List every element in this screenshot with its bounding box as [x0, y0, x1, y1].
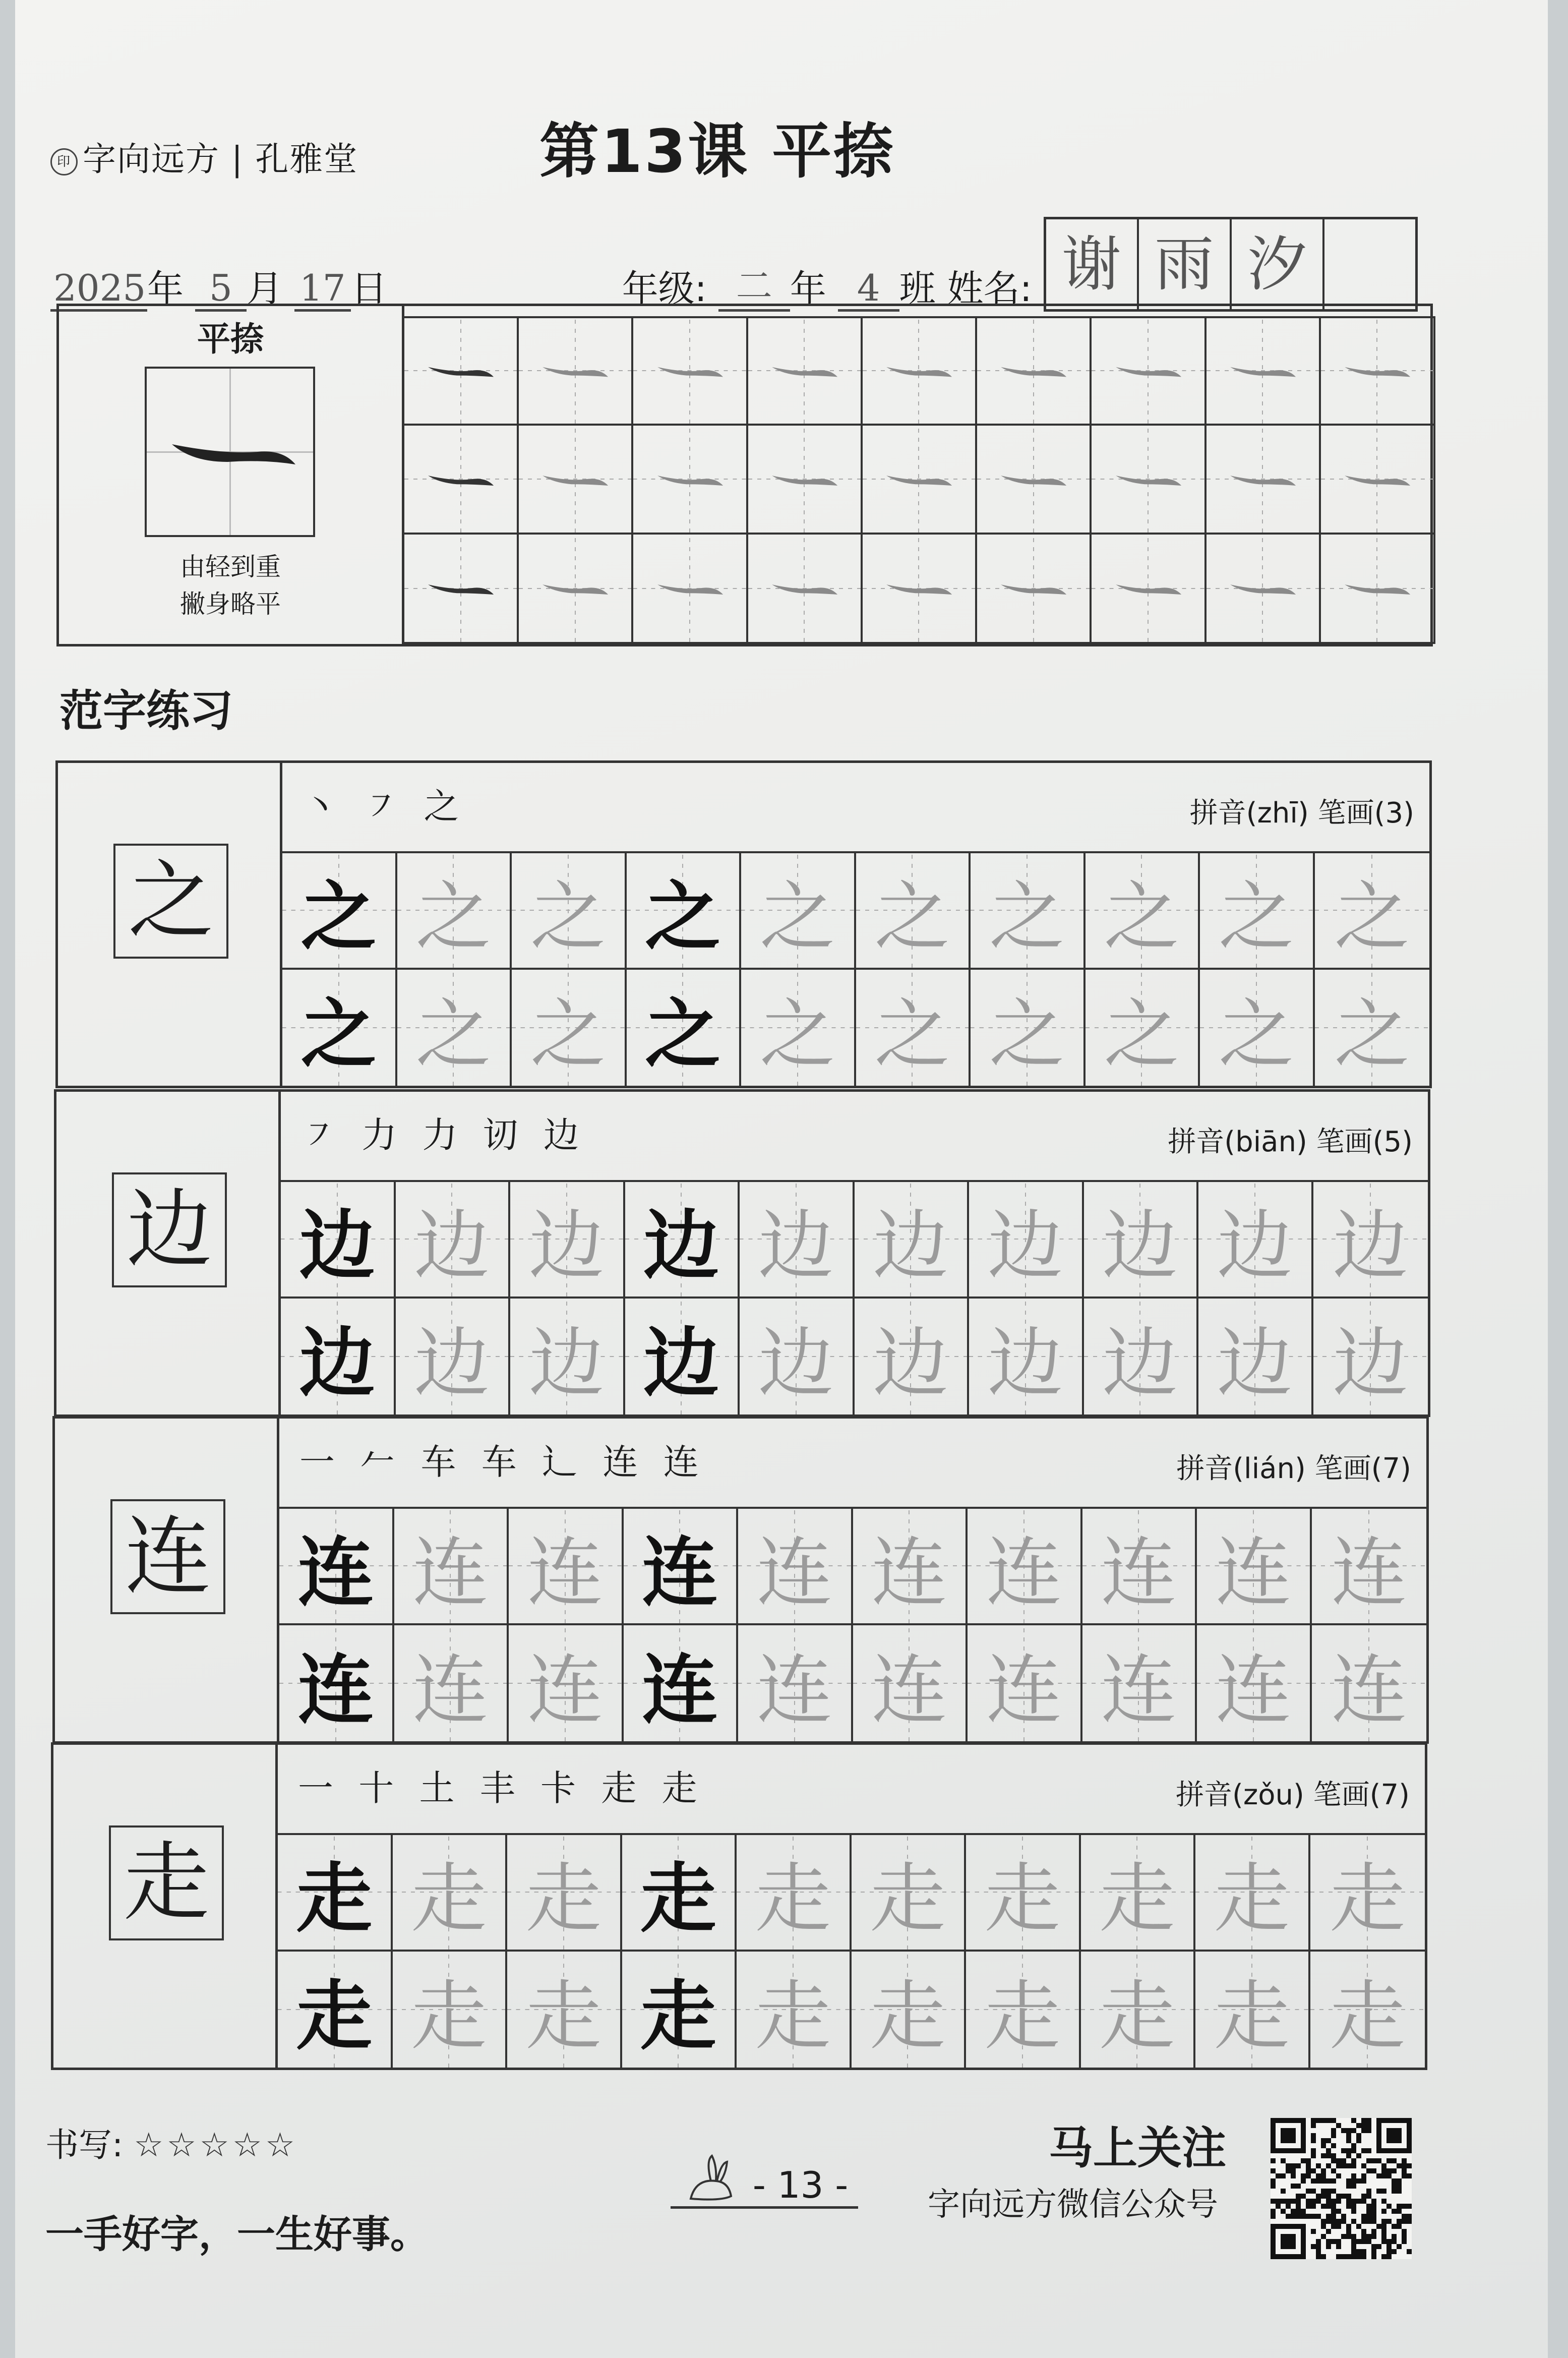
pinyin-label: 拼音 — [1189, 797, 1246, 830]
stroke-cell[interactable] — [748, 535, 863, 644]
practice-cell[interactable]: 边 — [855, 1182, 970, 1299]
practice-cell[interactable]: 边 — [1084, 1182, 1199, 1299]
grade-label: 年级: — [622, 267, 707, 310]
practice-cell[interactable]: 走 — [393, 1835, 508, 1952]
date-year: 2025 — [50, 267, 147, 312]
motto: 一手好字，一生好事。 — [45, 2212, 429, 2257]
stroke-cell[interactable] — [519, 535, 633, 644]
stroke-cell[interactable] — [519, 426, 633, 535]
model-character: 连 — [110, 1499, 225, 1614]
pinyin-value: zǒu — [1243, 1779, 1293, 1811]
pinyin-label: 拼音 — [1175, 1779, 1232, 1811]
stroke-cell[interactable] — [633, 426, 748, 535]
stroke-mark-icon — [1341, 468, 1413, 490]
stroke-desc — [59, 548, 402, 623]
practice-cell[interactable]: 边 — [969, 1182, 1084, 1299]
stroke-cell[interactable] — [633, 316, 748, 426]
practice-cell[interactable]: 边 — [1313, 1299, 1428, 1415]
page-number — [671, 2151, 858, 2209]
practice-cell[interactable]: 连 — [1082, 1625, 1197, 1742]
name-char: 雨 — [1139, 219, 1232, 309]
practice-cell[interactable]: 边 — [510, 1182, 625, 1299]
practice-cell[interactable]: 边 — [396, 1299, 511, 1415]
stroke-mark-icon — [1227, 577, 1299, 599]
practice-cell[interactable]: 走 — [622, 1952, 737, 2068]
stroke-cell[interactable] — [1321, 535, 1435, 644]
stroke-cell[interactable] — [863, 535, 977, 644]
practice-block — [51, 1742, 1427, 2070]
stroke-desc-line2: 撇身略平 — [180, 590, 281, 619]
stroke-cell[interactable] — [977, 426, 1092, 535]
practice-model-cell[interactable]: 边 — [281, 1299, 396, 1415]
practice-cell[interactable]: 之 — [627, 853, 742, 970]
practice-cell[interactable]: 走 — [622, 1835, 737, 1952]
practice-model-cell[interactable]: 之 — [282, 970, 397, 1086]
practice-model-area — [53, 1745, 278, 2068]
follow-subtitle: 字向远方微信公众号 — [928, 2186, 1218, 2223]
practice-cell[interactable]: 之 — [1315, 853, 1430, 970]
practice-cell[interactable]: 走 — [1081, 1835, 1196, 1952]
practice-model-cell[interactable]: 走 — [278, 1952, 393, 2068]
practice-cell[interactable]: 之 — [397, 970, 512, 1086]
strokes-label: 笔画 — [1317, 797, 1374, 830]
practice-cell[interactable]: 边 — [396, 1182, 511, 1299]
practice-cell[interactable]: 走 — [1310, 1835, 1425, 1952]
practice-cell[interactable]: 边 — [1198, 1299, 1313, 1415]
practice-cell[interactable]: 之 — [512, 970, 627, 1086]
grade-suffix: 年 — [790, 267, 826, 310]
practice-cell[interactable]: 之 — [741, 853, 856, 970]
stroke-cell[interactable] — [519, 316, 633, 426]
stroke-sample-icon — [147, 369, 313, 535]
practice-cell[interactable]: 连 — [968, 1509, 1082, 1625]
stroke-cell[interactable] — [1207, 426, 1321, 535]
stroke-cell[interactable] — [977, 535, 1092, 644]
stroke-mark-icon — [654, 468, 726, 490]
practice-cell[interactable]: 边 — [1198, 1182, 1313, 1299]
practice-model-cell[interactable]: 连 — [279, 1509, 394, 1625]
practice-cell[interactable]: 连 — [738, 1625, 853, 1742]
stroke-cell[interactable] — [1321, 316, 1435, 426]
stroke-cell[interactable] — [404, 316, 519, 426]
stroke-mark-icon — [883, 360, 955, 381]
stroke-mark-icon — [1227, 360, 1299, 381]
practice-cell[interactable]: 之 — [856, 853, 971, 970]
practice-cell[interactable]: 边 — [625, 1299, 740, 1415]
stroke-name: 平捺 — [197, 320, 264, 359]
stroke-practice-table — [56, 304, 1433, 646]
stroke-mark-icon — [539, 468, 611, 490]
practice-cell[interactable]: 之 — [1085, 853, 1200, 970]
stroke-mark-icon — [654, 360, 726, 381]
stroke-mark-icon — [1341, 577, 1413, 599]
practice-cell[interactable]: 边 — [1084, 1299, 1199, 1415]
star-rating[interactable]: ☆☆☆☆☆ — [134, 2126, 298, 2164]
practice-cell[interactable]: 之 — [1200, 853, 1315, 970]
practice-cell[interactable]: 之 — [627, 970, 742, 1086]
strokes-value: 7 — [1382, 1452, 1401, 1485]
practice-cell[interactable]: 走 — [852, 1835, 967, 1952]
practice-cell[interactable]: 连 — [1197, 1625, 1312, 1742]
stroke-cell[interactable] — [863, 316, 977, 426]
character-meta: 拼音(zǒu) 笔画(7) — [1175, 1779, 1410, 1811]
stroke-order-row — [278, 1745, 1425, 1835]
stroke-mark-icon — [425, 577, 497, 599]
practice-cell[interactable]: 走 — [1195, 1835, 1310, 1952]
practice-cell[interactable]: 连 — [853, 1509, 968, 1625]
pinyin-label: 拼音 — [1176, 1452, 1233, 1485]
stroke-mark-icon — [1341, 360, 1413, 381]
follow-title: 马上关注 — [1049, 2122, 1227, 2174]
practice-cell[interactable]: 走 — [966, 1835, 1081, 1952]
stroke-cell[interactable] — [1321, 426, 1435, 535]
stroke-mark-icon — [997, 360, 1069, 381]
practice-cell[interactable]: 连 — [1197, 1509, 1312, 1625]
stroke-cell[interactable] — [1092, 535, 1206, 644]
practice-cell[interactable]: 走 — [966, 1952, 1081, 2068]
brand-text: 字向远方 | 孔雅堂 — [83, 140, 358, 179]
practice-cell[interactable]: 之 — [512, 853, 627, 970]
stroke-order: 一 𠂉 车 车 ⻌ 连 连 — [299, 1441, 706, 1483]
practice-cell[interactable]: 之 — [971, 970, 1085, 1086]
practice-cell[interactable]: 连 — [738, 1509, 853, 1625]
stroke-grid — [404, 316, 1435, 644]
practice-cell[interactable]: 连 — [509, 1509, 624, 1625]
rabbit-icon — [681, 2151, 741, 2206]
practice-model-area — [58, 763, 282, 1086]
practice-cell[interactable]: 连 — [509, 1625, 624, 1742]
stroke-cell[interactable] — [977, 316, 1092, 426]
rating — [45, 2118, 298, 2166]
date-grade-name-bar — [50, 217, 1418, 310]
practice-cell[interactable]: 连 — [1312, 1625, 1427, 1742]
pinyin-value: biān — [1235, 1126, 1296, 1158]
date-day: 17 — [294, 267, 351, 312]
stroke-mark-icon — [654, 577, 726, 599]
practice-cell[interactable]: 走 — [737, 1835, 852, 1952]
practice-cell[interactable]: 连 — [624, 1509, 739, 1625]
stroke-mark-icon — [997, 468, 1069, 490]
practice-cell[interactable]: 连 — [624, 1625, 739, 1742]
month-label: 月 — [246, 267, 283, 310]
practice-block — [55, 760, 1432, 1088]
stroke-order-row — [279, 1419, 1426, 1509]
practice-model-cell[interactable]: 走 — [278, 1835, 393, 1952]
pinyin-value: zhī — [1257, 797, 1298, 830]
stroke-intro — [59, 306, 404, 644]
practice-cell[interactable]: 走 — [1195, 1952, 1310, 2068]
pinyin-label: 拼音 — [1168, 1126, 1225, 1158]
model-character: 之 — [113, 844, 228, 959]
practice-cell[interactable]: 之 — [741, 970, 856, 1086]
stroke-order-row — [282, 763, 1429, 853]
stroke-cell[interactable] — [1207, 316, 1321, 426]
seal-icon: 印 — [50, 148, 78, 175]
stroke-mark-icon — [1112, 577, 1184, 599]
practice-cell[interactable]: 边 — [625, 1182, 740, 1299]
practice-cell[interactable]: 连 — [853, 1625, 968, 1742]
practice-grid — [281, 1182, 1428, 1414]
model-character: 走 — [109, 1825, 224, 1940]
stroke-order: 丶 ㇇ 之 — [303, 786, 466, 827]
practice-cell[interactable]: 之 — [971, 853, 1085, 970]
practice-block — [52, 1416, 1429, 1744]
class-label: 班 — [899, 267, 936, 310]
practice-grid — [279, 1509, 1426, 1741]
character-meta: 拼音(zhī) 笔画(3) — [1189, 797, 1414, 830]
practice-cell[interactable]: 边 — [510, 1299, 625, 1415]
model-character: 边 — [112, 1172, 227, 1287]
stroke-cell[interactable] — [748, 426, 863, 535]
stroke-mark-icon — [883, 577, 955, 599]
stroke-desc-line1: 由轻到重 — [180, 552, 281, 581]
stroke-cell[interactable] — [404, 426, 519, 535]
stroke-mark-icon — [539, 577, 611, 599]
stroke-sample-box — [145, 367, 315, 537]
practice-cell[interactable]: 边 — [969, 1299, 1084, 1415]
practice-cell[interactable]: 走 — [393, 1952, 508, 2068]
practice-cell[interactable]: 连 — [394, 1509, 509, 1625]
stroke-mark-icon — [997, 577, 1069, 599]
practice-cell[interactable]: 走 — [507, 1835, 622, 1952]
practice-section-title: 范字练习 — [59, 686, 233, 736]
stroke-mark-icon — [539, 360, 611, 381]
name-label: 姓名: — [947, 267, 1032, 310]
stroke-mark-icon — [425, 360, 497, 381]
stroke-cell[interactable] — [863, 426, 977, 535]
stroke-mark-icon — [425, 468, 497, 490]
strokes-label: 笔画 — [1313, 1779, 1370, 1811]
strokes-label: 笔画 — [1316, 1126, 1373, 1158]
practice-block — [54, 1089, 1430, 1417]
year-label: 年 — [147, 267, 184, 310]
practice-cell[interactable]: 走 — [1310, 1952, 1425, 2068]
strokes-value: 3 — [1385, 797, 1404, 830]
practice-grid — [278, 1835, 1425, 2068]
practice-cell[interactable]: 边 — [855, 1299, 970, 1415]
name-char — [1324, 219, 1415, 309]
name-boxes — [1044, 217, 1418, 312]
stroke-mark-icon — [1227, 468, 1299, 490]
rating-label: 书写: — [45, 2126, 124, 2164]
strokes-value: 7 — [1380, 1779, 1399, 1811]
practice-grid — [282, 853, 1429, 1086]
stroke-mark-icon — [1112, 360, 1184, 381]
stroke-mark-icon — [768, 577, 840, 599]
page-label: - 13 - — [752, 2164, 849, 2206]
stroke-cell[interactable] — [633, 535, 748, 644]
stroke-cell[interactable] — [404, 535, 519, 644]
practice-cell[interactable]: 连 — [1082, 1509, 1197, 1625]
practice-cell[interactable]: 边 — [740, 1182, 855, 1299]
practice-cell[interactable]: 之 — [1085, 970, 1200, 1086]
stroke-mark-icon — [768, 468, 840, 490]
stroke-order: 一 十 土 丰 卡 走 走 — [298, 1767, 704, 1809]
character-meta: 拼音(biān) 笔画(5) — [1168, 1126, 1413, 1158]
date-month: 5 — [195, 267, 247, 312]
practice-cell[interactable]: 连 — [1312, 1509, 1427, 1625]
grade-value: 二 — [718, 257, 790, 312]
strokes-label: 笔画 — [1314, 1452, 1371, 1485]
practice-model-area — [55, 1419, 279, 1741]
strokes-value: 5 — [1383, 1126, 1402, 1158]
practice-model-cell[interactable]: 边 — [281, 1182, 396, 1299]
stroke-mark-icon — [768, 360, 840, 381]
stroke-cell[interactable] — [748, 316, 863, 426]
stroke-order-row — [281, 1092, 1428, 1182]
name-char: 谢 — [1046, 219, 1139, 309]
practice-cell[interactable]: 连 — [968, 1625, 1082, 1742]
practice-cell[interactable]: 走 — [1081, 1952, 1196, 2068]
character-meta: 拼音(lián) 笔画(7) — [1176, 1452, 1411, 1485]
pinyin-value: lián — [1244, 1452, 1295, 1485]
name-char: 汐 — [1232, 219, 1324, 309]
brand-logo — [50, 132, 358, 180]
practice-model-area — [56, 1092, 281, 1414]
stroke-cell[interactable] — [1092, 316, 1206, 426]
lesson-title: 第13课 平捺 — [539, 116, 895, 186]
stroke-cell[interactable] — [1092, 426, 1206, 535]
class-value: 4 — [838, 267, 899, 312]
practice-cell[interactable]: 之 — [397, 853, 512, 970]
practice-cell[interactable]: 边 — [1313, 1182, 1428, 1299]
practice-cell[interactable]: 边 — [740, 1299, 855, 1415]
practice-cell[interactable]: 连 — [394, 1625, 509, 1742]
practice-cell[interactable]: 之 — [856, 970, 971, 1086]
practice-cell[interactable]: 走 — [737, 1952, 852, 2068]
practice-model-cell[interactable]: 之 — [282, 853, 397, 970]
practice-cell[interactable]: 之 — [1200, 970, 1315, 1086]
stroke-order: ㇇ 力 ⼒ 讱 边 — [301, 1114, 586, 1156]
stroke-mark-icon — [1112, 468, 1184, 490]
practice-model-cell[interactable]: 连 — [279, 1625, 394, 1742]
practice-cell[interactable]: 走 — [852, 1952, 967, 2068]
day-label: 日 — [350, 267, 387, 310]
practice-cell[interactable]: 之 — [1315, 970, 1430, 1086]
stroke-mark-icon — [883, 468, 955, 490]
stroke-cell[interactable] — [1207, 535, 1321, 644]
practice-cell[interactable]: 走 — [507, 1952, 622, 2068]
qr-code-icon[interactable] — [1271, 2118, 1412, 2259]
